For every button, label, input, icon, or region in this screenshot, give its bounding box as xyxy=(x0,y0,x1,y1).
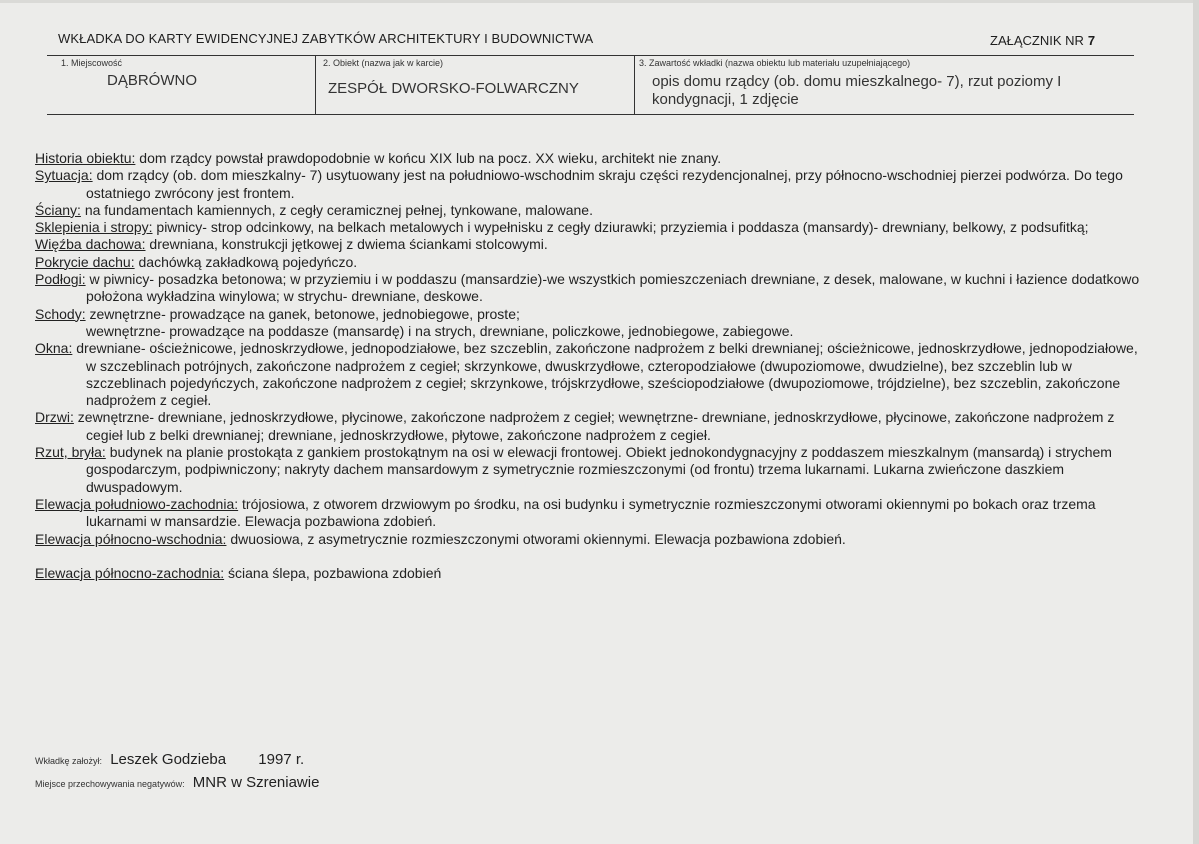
section-elevation-nw xyxy=(35,565,1145,582)
section-ceilings xyxy=(35,219,1145,236)
content-value: opis domu rządcy (ob. domu mieszkalnego- 7), rzut poziomy I kondygnacji, 1 zdjęcie xyxy=(652,73,1062,108)
author-label: Wkładkę założył: xyxy=(35,756,103,766)
section-label: Schody: xyxy=(35,305,86,322)
section-text: trójosiowa, z otworem drzwiowym po środku, na osi budynku i symetrycznie rozmieszczonymi otworami okiennymi po bokach oraz trzema lukarnami w mansardzie. Elewacja pozbawiona zdobień. xyxy=(86,495,1096,530)
section-history xyxy=(35,150,1145,167)
section-label: Sklepienia i stropy: xyxy=(35,219,153,236)
content-cell xyxy=(634,56,1135,114)
storage-line xyxy=(35,774,319,791)
section-text: drewniana, konstrukcji jętkowej z dwiema ściankami stolcowymi. xyxy=(149,236,548,253)
section-text-2: wewnętrzne- prowadzące na poddasze (mansardę) i na strych, drewniane, policzkowe, jednobiegowe, zabiegowe. xyxy=(86,322,794,339)
card-title: WKŁADKA DO KARTY EWIDENCYJNEJ ZABYTKÓW ARCHITEKTURY I BUDOWNICTWA xyxy=(58,31,594,46)
card-edge-top xyxy=(0,0,1199,3)
card-edge-right xyxy=(1193,0,1199,844)
content-label: 3. Zawartość wkładki (nazwa obiektu lub materiału uzupełniającego) xyxy=(639,58,911,68)
annex-value: 7 xyxy=(1087,33,1096,48)
section-windows xyxy=(35,340,1145,409)
section-elevation-sw xyxy=(35,496,1145,531)
section-plan-form xyxy=(35,444,1145,496)
section-text: na fundamentach kamiennych, z cegły ceramicznej pełnej, tynkowane, malowane. xyxy=(84,201,593,218)
section-stairs xyxy=(35,306,1145,341)
place-label: 1. Miejscowość xyxy=(61,58,123,68)
section-text: ściana ślepa, pozbawiona zdobień xyxy=(228,564,442,581)
section-text: piwnicy- strop odcinkowy, na belkach metalowych i wypełnisku z cegły dziurawki; przyziemia i poddasza (mansardy)- drewniany, belkowy, z podsufitką; xyxy=(156,219,1089,236)
section-label: Sytuacja: xyxy=(35,167,93,184)
author-year: 1997 r. xyxy=(258,751,305,768)
annex-number xyxy=(990,33,1095,48)
section-label: Historia obiektu: xyxy=(35,150,136,166)
section-text: dom rządcy powstał prawdopodobnie w końcu XIX lub na pocz. XX wieku, architekt nie znany. xyxy=(139,150,722,166)
storage-label: Miejsce przechowywania negatywów: xyxy=(35,779,185,789)
header-fields-table xyxy=(47,55,1134,115)
section-text: budynek na planie prostokąta z gankiem prostokątnym na osi w elewacji frontowej. Obiekt jednokondygnacyjny z poddaszem mieszkalnym (mansardą) i strychem gospodarczym, podpiwniczony; nakryty dachem mansardowym z symetrycznie rozmieszczonymi (od frontu) trzema lukarnami. Lukarna zwieńczone daszkiem dwuspadowym. xyxy=(86,444,1112,495)
section-label: Więźba dachowa: xyxy=(35,236,146,253)
section-text: dachówką zakładkową pojedyńczo. xyxy=(138,253,358,270)
section-elevation-ne xyxy=(35,531,1145,548)
section-label: Ściany: xyxy=(35,201,81,218)
object-cell xyxy=(315,56,634,114)
section-text: drewniane- ościeżnicowe, jednoskrzydłowe, jednopodziałowe, bez szczeblin, zakończone nadprożem z belki drewnianej; ościeżnicowe, jednoskrzydłowe, jednopodziałowe, w szczeblinach potrójnych, zakończone nadprożem z cegieł; skrzynkowe, dwuskrzydłowe, czteropodziałowe (dwupoziomowe, dwudzielne), bez szczeblin lub w szczeblinach pojedyńczych, zakończone nadprożem z cegieł; skrzynkowe, trójskrzydłowe, sześciopodziałowe (dwupoziomowe, trójdzielne), bez szczeblin, zakończone nadprożem z cegieł. xyxy=(76,340,1138,409)
annex-label: ZAŁĄCZNIK NR xyxy=(990,33,1084,48)
section-text: dwuosiowa, z asymetrycznie rozmieszczonymi otworami okiennymi. Elewacja pozbawiona zdobień. xyxy=(230,530,846,547)
spacer xyxy=(35,548,1145,565)
section-label: Rzut, bryła: xyxy=(35,444,106,461)
section-label: Okna: xyxy=(35,340,73,357)
section-text: dom rządcy (ob. dom mieszkalny- 7) usytuowany jest na południowo-wschodnim skraju części rezydencjonalnej, przy północno-wschodniej pierzei podwórza. Do tego ostatniego zwrócony jest frontem. xyxy=(86,167,1123,201)
place-value: DĄBRÓWNO xyxy=(107,72,197,89)
section-walls xyxy=(35,202,1145,219)
section-situation xyxy=(35,167,1145,202)
section-text: zewnętrzne- prowadzące na ganek, betonowe, jednobiegowe, proste; xyxy=(89,305,520,322)
storage-value: MNR w Szreniawie xyxy=(192,774,320,791)
section-label: Pokrycie dachu: xyxy=(35,253,135,270)
section-floors xyxy=(35,271,1145,306)
author-line xyxy=(35,751,304,768)
section-doors xyxy=(35,409,1145,444)
section-text: zewnętrzne- drewniane, jednoskrzydłowe, płycinowe, zakończone nadprożem z cegieł; wewnętrzne- drewniane, jednoskrzydłowe, płycinowe, zakończone nadprożem z cegieł lub z belki drewnianej; drewniane, jednoskrzydłowe, płytowe, zakończone nadprożem z cegieł. xyxy=(77,409,1115,443)
place-cell xyxy=(47,56,314,114)
object-label: 2. Obiekt (nazwa jak w karcie) xyxy=(323,58,444,68)
author-name: Leszek Godzieba xyxy=(110,751,227,768)
section-roof-truss xyxy=(35,236,1145,253)
object-value: ZESPÓŁ DWORSKO-FOLWARCZNY xyxy=(328,80,579,97)
section-label: Elewacja południowo-zachodnia: xyxy=(35,495,239,512)
section-label: Podłogi: xyxy=(35,271,86,288)
section-roofing xyxy=(35,254,1145,271)
section-label: Drzwi: xyxy=(35,409,74,426)
description-body xyxy=(35,150,1145,582)
section-label: Elewacja północno-zachodnia: xyxy=(35,564,225,581)
section-label: Elewacja północno-wschodnia: xyxy=(35,530,227,547)
section-text: w piwnicy- posadzka betonowa; w przyziemiu i w poddaszu (mansardzie)-we wszystkich pomieszczeniach drewniane, z desek, malowane, w kuchni i łazience dodatkowo położona wykładzina winylowa; w strychu- drewniane, deskowe. xyxy=(86,271,1140,305)
